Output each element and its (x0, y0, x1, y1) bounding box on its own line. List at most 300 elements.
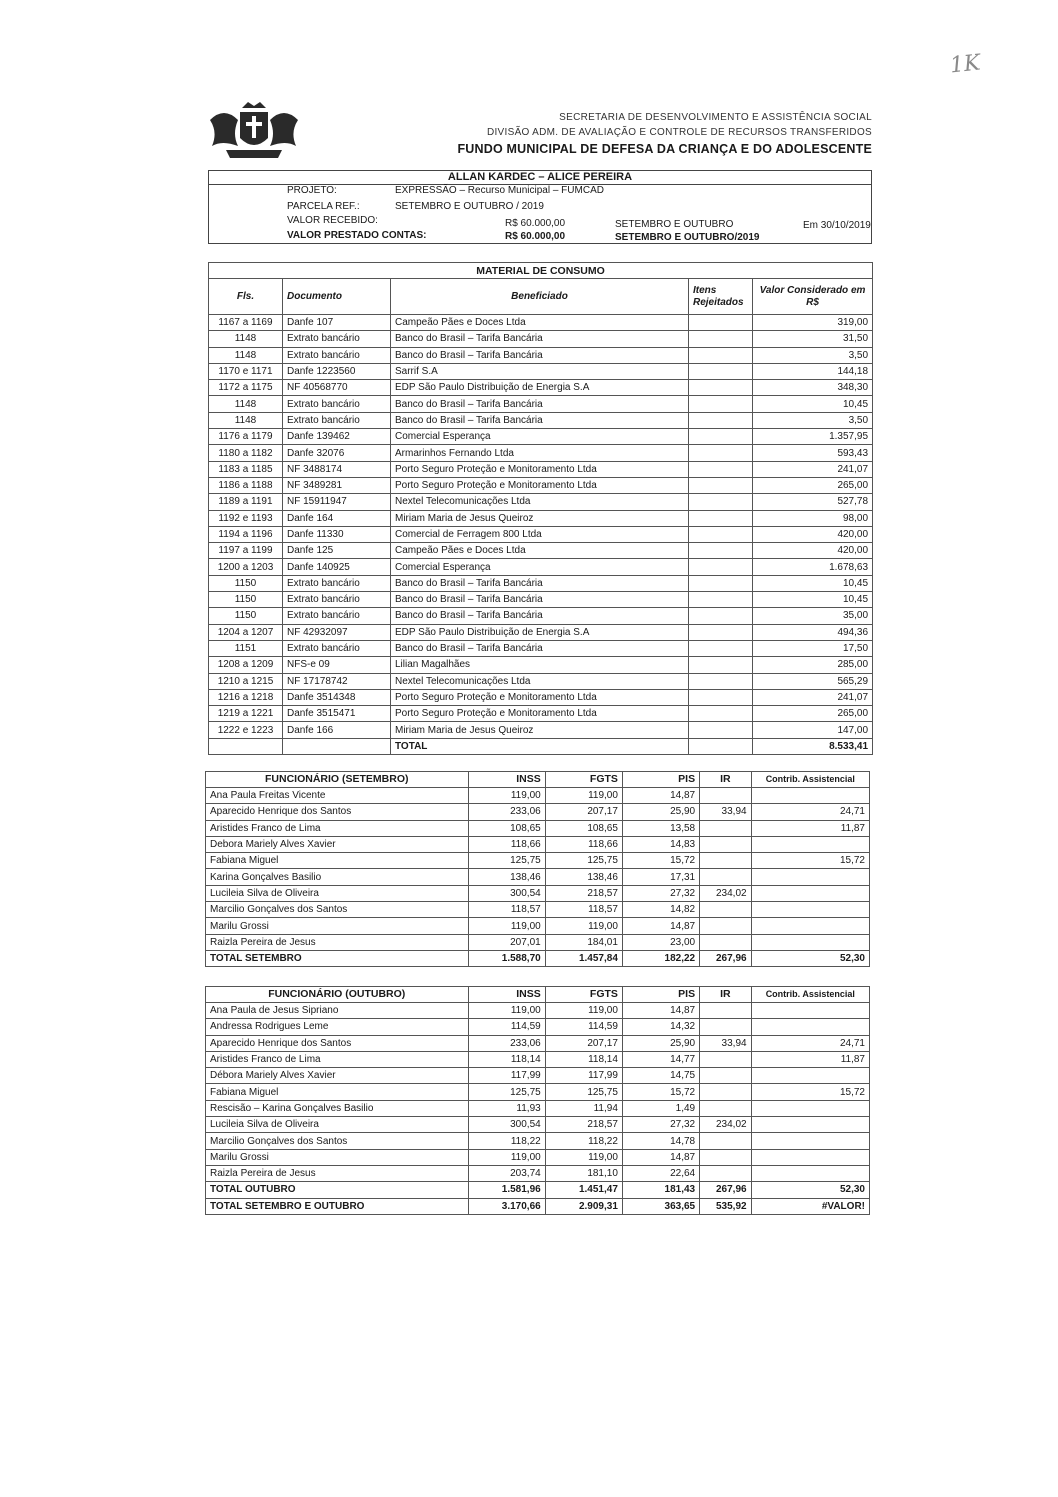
cell-documento: NF 3488174 (283, 461, 391, 477)
cell-beneficiado: Nextel Telecomunicações Ltda (391, 494, 689, 510)
cell-funcionario: Débora Mariely Alves Xavier (206, 1068, 469, 1084)
header-line-secretaria: SECRETARIA DE DESENVOLVIMENTO E ASSISTÊNCIA SOCIAL (559, 112, 872, 123)
table-row (206, 918, 870, 934)
cell-fls: 1192 e 1193 (209, 510, 283, 526)
cell-valor: 420,00 (753, 543, 873, 559)
cell-fgts: 184,01 (545, 934, 622, 950)
table-row (209, 347, 873, 363)
cell-fgts: 207,17 (545, 1035, 622, 1051)
total-setembro-outubro-row (206, 1198, 870, 1214)
cell-fls: 1210 a 1215 (209, 673, 283, 689)
cell-contrib: 24,71 (751, 1035, 869, 1051)
prestado-period: SETEMBRO E OUTUBRO/2019 (615, 232, 760, 243)
table-row (206, 869, 870, 885)
cell-fgts: 119,00 (545, 788, 622, 804)
cell-documento: Extrato bancário (283, 347, 391, 363)
cell-fls: 1148 (209, 347, 283, 363)
cell-itens-rejeitados (689, 445, 753, 461)
cell-contrib (751, 885, 869, 901)
table-row (209, 396, 873, 412)
cell-contrib (751, 1003, 869, 1019)
header-contrib-assistencial: Contrib. Assistencial (751, 987, 869, 1003)
cell-beneficiado: Comercial Esperança (391, 559, 689, 575)
table-row (209, 526, 873, 542)
header-fls: Fls. (209, 279, 283, 315)
cell-fgts: 218,57 (545, 1117, 622, 1133)
parcela-value: SETEMBRO E OUTUBRO / 2019 (395, 201, 544, 212)
cell-ir: 234,02 (700, 1117, 751, 1133)
cell-pis: 14,87 (622, 1149, 699, 1165)
cell-fls: 1148 (209, 331, 283, 347)
cell-itens-rejeitados (689, 543, 753, 559)
cell-beneficiado: Porto Seguro Proteção e Monitoramento Ltda (391, 477, 689, 493)
cell-beneficiado: Banco do Brasil – Tarifa Bancária (391, 575, 689, 591)
cell-beneficiado: Comercial de Ferragem 800 Ltda (391, 526, 689, 542)
cell-inss: 1.581,96 (468, 1182, 545, 1198)
cell-ir (700, 1149, 751, 1165)
cell-ir: 234,02 (700, 885, 751, 901)
table-row (206, 1068, 870, 1084)
cell-beneficiado: Comercial Esperança (391, 429, 689, 445)
cell-documento: NFS-e 09 (283, 657, 391, 673)
cell-inss: 203,74 (468, 1165, 545, 1181)
table-row (209, 689, 873, 705)
cell-fls: 1150 (209, 592, 283, 608)
cell-pis: 181,43 (622, 1182, 699, 1198)
cell-documento: Danfe 1223560 (283, 363, 391, 379)
table-row (209, 331, 873, 347)
cell-itens-rejeitados (689, 689, 753, 705)
cell-contrib: 52,30 (751, 950, 869, 966)
cell-funcionario: Debora Mariely Alves Xavier (206, 836, 469, 852)
cell-contrib: 15,72 (751, 853, 869, 869)
cell-valor: 241,07 (753, 461, 873, 477)
cell-fls: 1204 a 1207 (209, 624, 283, 640)
cell-pis: 14,82 (622, 902, 699, 918)
cell-pis: 22,64 (622, 1165, 699, 1181)
table-row (209, 706, 873, 722)
table-row (209, 592, 873, 608)
cell-inss: 119,00 (468, 1149, 545, 1165)
cell-inss: 3.170,66 (468, 1198, 545, 1214)
table-row (209, 657, 873, 673)
table-row (206, 1165, 870, 1181)
cell-ir (700, 869, 751, 885)
cell-ir: 267,96 (700, 1182, 751, 1198)
cell-itens-rejeitados (689, 363, 753, 379)
cell-pis: 14,32 (622, 1019, 699, 1035)
cell-itens-rejeitados (689, 559, 753, 575)
cell-inss: 125,75 (468, 1084, 545, 1100)
cell-inss: 119,00 (468, 918, 545, 934)
table-row (209, 412, 873, 428)
cell-inss: 1.588,70 (468, 950, 545, 966)
cell-fls: 1167 a 1169 (209, 315, 283, 331)
cell-fgts: 1.451,47 (545, 1182, 622, 1198)
cell-fgts: 207,17 (545, 804, 622, 820)
cell-inss: 118,22 (468, 1133, 545, 1149)
cell-documento: Danfe 32076 (283, 445, 391, 461)
cell-pis: 15,72 (622, 1084, 699, 1100)
cell-contrib: 52,30 (751, 1182, 869, 1198)
cell-beneficiado: EDP São Paulo Distribuição de Energia S.A (391, 624, 689, 640)
cell-itens-rejeitados (689, 412, 753, 428)
cell-itens-rejeitados (689, 315, 753, 331)
empty-cell (689, 738, 753, 754)
cell-funcionario: Ana Paula de Jesus Sipriano (206, 1003, 469, 1019)
table-row (206, 934, 870, 950)
cell-fls: 1222 e 1223 (209, 722, 283, 738)
cell-funcionario: Lucileia Silva de Oliveira (206, 1117, 469, 1133)
cell-ir (700, 902, 751, 918)
cell-ir: 33,94 (700, 1035, 751, 1051)
cell-beneficiado: Campeão Pães e Doces Ltda (391, 543, 689, 559)
cell-valor: 3,50 (753, 347, 873, 363)
cell-contrib (751, 869, 869, 885)
cell-pis: 1,49 (622, 1100, 699, 1116)
cell-valor: 144,18 (753, 363, 873, 379)
table-row (206, 885, 870, 901)
table-row (209, 429, 873, 445)
cell-ir (700, 836, 751, 852)
cell-funcionario: Marilu Grossi (206, 1149, 469, 1165)
total-outubro-row (206, 1182, 870, 1198)
cell-valor: 17,50 (753, 640, 873, 656)
cell-ir (700, 918, 751, 934)
cell-funcionario: Marcilio Gonçalves dos Santos (206, 902, 469, 918)
cell-documento: Extrato bancário (283, 396, 391, 412)
cell-inss: 118,57 (468, 902, 545, 918)
header-fgts: FGTS (545, 772, 622, 788)
letterhead (420, 110, 872, 158)
cell-contrib: 15,72 (751, 1084, 869, 1100)
cell-funcionario: TOTAL OUTUBRO (206, 1182, 469, 1198)
table-row (206, 788, 870, 804)
empty-cell (283, 738, 391, 754)
cell-contrib: #VALOR! (751, 1198, 869, 1214)
cell-fls: 1150 (209, 608, 283, 624)
cell-fgts: 218,57 (545, 885, 622, 901)
cell-documento: Danfe 3514348 (283, 689, 391, 705)
cell-documento: NF 3489281 (283, 477, 391, 493)
cell-fgts: 117,99 (545, 1068, 622, 1084)
table-row (209, 543, 873, 559)
cell-itens-rejeitados (689, 380, 753, 396)
cell-valor: 285,00 (753, 657, 873, 673)
prestado-value: R$ 60.000,00 (505, 231, 566, 242)
cell-funcionario: Lucileia Silva de Oliveira (206, 885, 469, 901)
material-consumo-table (208, 262, 873, 755)
cell-valor: 10,45 (753, 396, 873, 412)
table-row (209, 559, 873, 575)
cell-contrib (751, 836, 869, 852)
header-itens-rejeitados: Itens Rejeitados (689, 279, 753, 315)
cell-pis: 27,32 (622, 885, 699, 901)
table-row (209, 477, 873, 493)
cell-fls: 1148 (209, 412, 283, 428)
table-row (206, 1003, 870, 1019)
cell-fgts: 125,75 (545, 853, 622, 869)
cell-fls: 1200 a 1203 (209, 559, 283, 575)
table-row (209, 315, 873, 331)
cell-ir (700, 1133, 751, 1149)
cell-ir: 267,96 (700, 950, 751, 966)
table-row (206, 1051, 870, 1067)
cell-contrib (751, 918, 869, 934)
cell-fls: 1151 (209, 640, 283, 656)
cell-pis: 14,75 (622, 1068, 699, 1084)
recebido-period: SETEMBRO E OUTUBRO (615, 219, 734, 230)
cell-itens-rejeitados (689, 396, 753, 412)
cell-itens-rejeitados (689, 429, 753, 445)
project-title: ALLAN KARDEC – ALICE PEREIRA (209, 171, 871, 185)
cell-contrib (751, 934, 869, 950)
cell-pis: 14,87 (622, 918, 699, 934)
header-valor-considerado: Valor Considerado em R$ (753, 279, 873, 315)
cell-funcionario: Rescisão – Karina Gonçalves Basilio (206, 1100, 469, 1116)
header-line-divisao: DIVISÃO ADM. DE AVALIAÇÃO E CONTROLE DE RECURSOS TRANSFERIDOS (486, 127, 872, 138)
cell-fgts: 119,00 (545, 918, 622, 934)
table-row (206, 1133, 870, 1149)
cell-valor: 10,45 (753, 592, 873, 608)
cell-ir (700, 820, 751, 836)
cell-beneficiado: EDP São Paulo Distribuição de Energia S.A (391, 380, 689, 396)
cell-funcionario: Aparecido Henrique dos Santos (206, 804, 469, 820)
cell-valor: 31,50 (753, 331, 873, 347)
cell-ir (700, 1051, 751, 1067)
cell-documento: NF 15911947 (283, 494, 391, 510)
cell-fls: 1170 e 1171 (209, 363, 283, 379)
table-row (209, 608, 873, 624)
cell-pis: 13,58 (622, 820, 699, 836)
cell-itens-rejeitados (689, 640, 753, 656)
cell-pis: 14,78 (622, 1133, 699, 1149)
table-row (209, 722, 873, 738)
header-pis: PIS (622, 772, 699, 788)
cell-fgts: 118,66 (545, 836, 622, 852)
cell-documento: NF 40568770 (283, 380, 391, 396)
table-row (209, 380, 873, 396)
cell-valor: 265,00 (753, 706, 873, 722)
cell-funcionario: Aristides Franco de Lima (206, 820, 469, 836)
funcionario-outubro-table (205, 986, 870, 1215)
cell-funcionario: Raizla Pereira de Jesus (206, 934, 469, 950)
cell-beneficiado: Porto Seguro Proteção e Monitoramento Ltda (391, 706, 689, 722)
cell-beneficiado: Banco do Brasil – Tarifa Bancária (391, 347, 689, 363)
projeto-value: EXPRESSÃO – Recurso Municipal – FUMCAD (395, 185, 604, 196)
header-inss: INSS (468, 772, 545, 788)
cell-beneficiado: Banco do Brasil – Tarifa Bancária (391, 412, 689, 428)
cell-contrib (751, 902, 869, 918)
cell-itens-rejeitados (689, 575, 753, 591)
recebido-date: Em 30/10/2019 (803, 220, 871, 231)
table-row (206, 804, 870, 820)
table-row (206, 902, 870, 918)
header-documento: Documento (283, 279, 391, 315)
cell-pis: 25,90 (622, 1035, 699, 1051)
cell-ir: 33,94 (700, 804, 751, 820)
cell-fls: 1183 a 1185 (209, 461, 283, 477)
table-row (206, 853, 870, 869)
cell-valor: 265,00 (753, 477, 873, 493)
material-caption: MATERIAL DE CONSUMO (209, 263, 873, 279)
header-inss: INSS (468, 987, 545, 1003)
project-info-box (208, 170, 872, 244)
table-row (206, 1100, 870, 1116)
cell-fls: 1172 a 1175 (209, 380, 283, 396)
cell-itens-rejeitados (689, 608, 753, 624)
projeto-label: PROJETO: (287, 185, 337, 196)
total-setembro-row (206, 950, 870, 966)
cell-itens-rejeitados (689, 526, 753, 542)
cell-fgts: 11,94 (545, 1100, 622, 1116)
cell-documento: Danfe 166 (283, 722, 391, 738)
table-row (206, 1117, 870, 1133)
cell-contrib (751, 1068, 869, 1084)
cell-contrib: 11,87 (751, 1051, 869, 1067)
cell-fls: 1216 a 1218 (209, 689, 283, 705)
recebido-value: R$ 60.000,00 (505, 218, 566, 229)
cell-pis: 14,83 (622, 836, 699, 852)
cell-documento: NF 17178742 (283, 673, 391, 689)
cell-fgts: 181,10 (545, 1165, 622, 1181)
cell-documento: Danfe 139462 (283, 429, 391, 445)
cell-funcionario: Ana Paula Freitas Vicente (206, 788, 469, 804)
cell-funcionario: Fabiana Miguel (206, 853, 469, 869)
cell-valor: 527,78 (753, 494, 873, 510)
handwritten-mark: 1K (948, 50, 982, 79)
cell-inss: 117,99 (468, 1068, 545, 1084)
cell-itens-rejeitados (689, 494, 753, 510)
cell-beneficiado: Banco do Brasil – Tarifa Bancária (391, 608, 689, 624)
cell-ir: 535,92 (700, 1198, 751, 1214)
cell-valor: 147,00 (753, 722, 873, 738)
cell-itens-rejeitados (689, 673, 753, 689)
cell-documento: Extrato bancário (283, 412, 391, 428)
cell-fgts: 138,46 (545, 869, 622, 885)
table-row (209, 445, 873, 461)
cell-pis: 14,77 (622, 1051, 699, 1067)
cell-fgts: 119,00 (545, 1149, 622, 1165)
cell-valor: 98,00 (753, 510, 873, 526)
prestado-label: VALOR PRESTADO CONTAS: (287, 230, 427, 241)
parcela-label: PARCELA REF.: (287, 201, 360, 212)
cell-itens-rejeitados (689, 706, 753, 722)
cell-funcionario: Aristides Franco de Lima (206, 1051, 469, 1067)
cell-fls: 1194 a 1196 (209, 526, 283, 542)
cell-contrib (751, 1117, 869, 1133)
cell-ir (700, 1100, 751, 1116)
cell-documento: Extrato bancário (283, 608, 391, 624)
cell-pis: 15,72 (622, 853, 699, 869)
cell-beneficiado: Armarinhos Fernando Ltda (391, 445, 689, 461)
cell-inss: 119,00 (468, 788, 545, 804)
cell-itens-rejeitados (689, 657, 753, 673)
table-row (206, 1149, 870, 1165)
cell-inss: 233,06 (468, 1035, 545, 1051)
coat-of-arms-logo (208, 100, 300, 162)
cell-beneficiado: Nextel Telecomunicações Ltda (391, 673, 689, 689)
cell-itens-rejeitados (689, 510, 753, 526)
cell-funcionario: Karina Gonçalves Basilio (206, 869, 469, 885)
cell-ir (700, 788, 751, 804)
cell-contrib (751, 788, 869, 804)
cell-inss: 300,54 (468, 885, 545, 901)
cell-funcionario: Marilu Grossi (206, 918, 469, 934)
cell-inss: 300,54 (468, 1117, 545, 1133)
cell-pis: 14,87 (622, 1003, 699, 1019)
cell-contrib (751, 1100, 869, 1116)
table-row (209, 461, 873, 477)
cell-contrib: 11,87 (751, 820, 869, 836)
table-row (206, 1084, 870, 1100)
cell-funcionario: Raizla Pereira de Jesus (206, 1165, 469, 1181)
cell-documento: NF 42932097 (283, 624, 391, 640)
table-row (209, 575, 873, 591)
cell-funcionario: Fabiana Miguel (206, 1084, 469, 1100)
cell-fgts: 108,65 (545, 820, 622, 836)
cell-inss: 114,59 (468, 1019, 545, 1035)
table-row (206, 1035, 870, 1051)
table-row (206, 1019, 870, 1035)
cell-ir (700, 1019, 751, 1035)
cell-valor: 348,30 (753, 380, 873, 396)
empty-cell (209, 738, 283, 754)
cell-itens-rejeitados (689, 331, 753, 347)
cell-contrib: 24,71 (751, 804, 869, 820)
cell-inss: 118,66 (468, 836, 545, 852)
cell-ir (700, 853, 751, 869)
cell-fls: 1189 a 1191 (209, 494, 283, 510)
cell-valor: 35,00 (753, 608, 873, 624)
cell-valor: 565,29 (753, 673, 873, 689)
cell-itens-rejeitados (689, 461, 753, 477)
cell-ir (700, 1003, 751, 1019)
cell-documento: Danfe 125 (283, 543, 391, 559)
cell-funcionario: TOTAL SETEMBRO (206, 950, 469, 966)
cell-fgts: 1.457,84 (545, 950, 622, 966)
cell-itens-rejeitados (689, 722, 753, 738)
cell-inss: 118,14 (468, 1051, 545, 1067)
funcionario-setembro-table (205, 771, 870, 967)
cell-documento: Danfe 140925 (283, 559, 391, 575)
cell-documento: Danfe 11330 (283, 526, 391, 542)
cell-fls: 1197 a 1199 (209, 543, 283, 559)
cell-itens-rejeitados (689, 624, 753, 640)
cell-pis: 14,87 (622, 788, 699, 804)
cell-fls: 1150 (209, 575, 283, 591)
cell-fgts: 125,75 (545, 1084, 622, 1100)
cell-pis: 182,22 (622, 950, 699, 966)
header-contrib-assistencial: Contrib. Assistencial (751, 772, 869, 788)
cell-valor: 593,43 (753, 445, 873, 461)
cell-documento: Extrato bancário (283, 575, 391, 591)
cell-valor: 3,50 (753, 412, 873, 428)
cell-itens-rejeitados (689, 592, 753, 608)
cell-fgts: 118,22 (545, 1133, 622, 1149)
cell-contrib (751, 1149, 869, 1165)
material-total-value: 8.533,41 (753, 738, 873, 754)
cell-inss: 138,46 (468, 869, 545, 885)
header-funcionario: FUNCIONÁRIO (OUTUBRO) (206, 987, 469, 1003)
cell-pis: 27,32 (622, 1117, 699, 1133)
cell-ir (700, 1068, 751, 1084)
cell-inss: 125,75 (468, 853, 545, 869)
cell-valor: 10,45 (753, 575, 873, 591)
cell-valor: 319,00 (753, 315, 873, 331)
cell-fgts: 118,57 (545, 902, 622, 918)
cell-funcionario: TOTAL SETEMBRO E OUTUBRO (206, 1198, 469, 1214)
